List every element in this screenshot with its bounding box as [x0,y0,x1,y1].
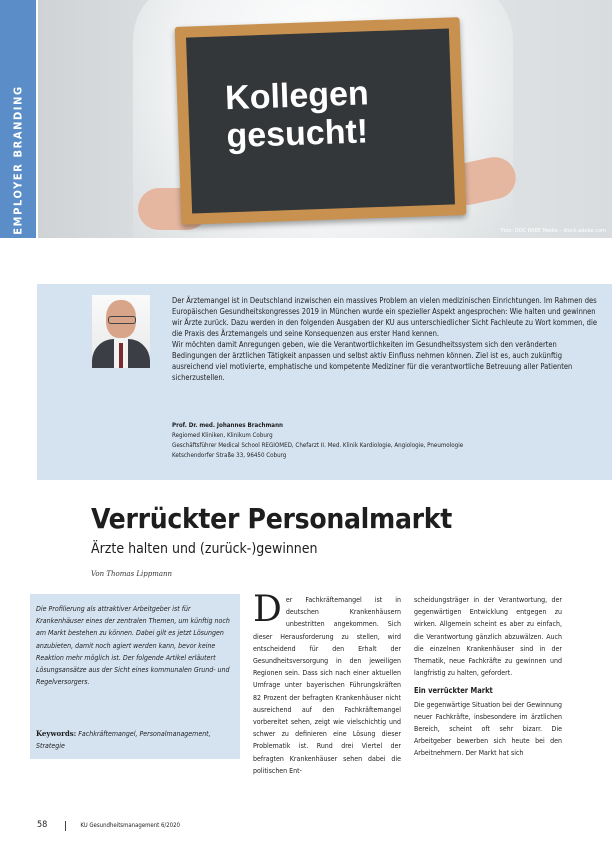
editorial-intro-box [37,284,612,480]
body-column-1 [253,589,401,777]
drop-cap: D [253,589,282,630]
body-paragraph-2: scheidungsträger in der Verantwortung, der gegenwärtigen Entwicklung entgegen zu wirken. Allgemein scheint es aber zu einfach, die Verantwortung gänzlich abzuwälzen. Auch die einzelnen Krankenhäuser sind in der Thematik, neue Fachkräfte zu gewinnen und langfristig zu halten, gefordert. [414,596,562,678]
author-address: Ketschendorfer Straße 33, 96450 Coburg [172,452,287,459]
chalkboard-line-1: Kollegen [224,74,370,118]
hero-image [38,0,612,238]
body-paragraph-3: Die gegenwärtige Situation bei der Gewinnung neuer Fachkräfte, insbesondere im ärztlichen Bereich, scheint oft sehr bizarr. Die Arbeitgeber bewerben sich heute bei den Arbeitnehmern. Der Markt hat sich [414,700,562,758]
footer-divider [65,821,66,831]
chalkboard-text [224,74,370,155]
section-heading: Ein verrückter Markt [414,686,493,696]
keywords-list: Fachkräftemangel, Personalmanagement, Strategie [36,730,211,751]
page-number: 58 [37,820,48,830]
intro-paragraph-2: Wir möchten damit Anregungen geben, wie die Verantwortlichkeiten im Gesundheitssystem sich den veränderten Bedingungen der ärztlichen Tätigkeit anpassen und selbst aktiv Einfluss nehmen können. Ziel ist es, auch zukünftig ausreichend viel motivierte, emphatische und kompetente Mediziner für die verantwortliche Betreuung aller Patienten sicherzustellen. [172,340,573,382]
page-footer [37,820,180,831]
article-headline: Verrückter Personalmarkt [91,502,452,535]
keywords-line [36,728,234,752]
author-block [172,421,602,461]
abstract-box [30,594,240,759]
section-label: EMPLOYER BRANDING [11,85,25,235]
photo-credit: Foto: DOC RABE Media – stock.adobe.com [500,228,606,234]
author-name: Prof. Dr. med. Johannes Brachmann [172,422,283,429]
author-affiliation: Regiomed Kliniken, Klinikum Coburg [172,432,273,439]
article-byline: Von Thomas Lippmann [91,570,173,578]
article-subheadline: Ärzte halten und (zurück-)gewinnen [91,541,318,557]
chalkboard-line-2: gesucht! [225,112,369,156]
journal-name: KU Gesundheitsmanagement 6/2020 [80,822,180,829]
author-position: Geschäftsführer Medical School REGIOMED, Chefarzt II. Med. Klinik Kardiologie, Angiologie, Pneumologie [172,442,464,449]
section-band [0,0,36,238]
intro-paragraph-1: Der Ärztemangel ist in Deutschland inzwischen ein massives Problem an vielen medizinischen Einrichtungen. Im Rahmen des Europäischen Gesundheitskongresses 2019 in München wurde ein spezieller Aspekt angesprochen: Wie halten und gewinnen wir Ärzte zurück. Dazu werden in den folgenden Ausgaben der KU aus unterschiedlicher Sicht Fachleute zu Wort kommen, die die Praxis des Ärztemangels und seine Konsequenzen aus erster Hand kennen. [172,296,597,338]
abstract-text: Die Profilierung als attraktiver Arbeitgeber ist für Krankenhäuser eines der zentralen Themen, um künftig noch am Markt bestehen zu können. Dabei gilt es jetzt Lösungen anzubieten, damit noch agiert werden kann, bevor keine Reaktion mehr möglich ist. Der folgende Artikel erläutert Lösungsansätze aus der Sicht eines kommunalen Grund- und Regelversorgers. [36,605,230,687]
body-column-2 [414,594,562,760]
body-paragraph-1: er Fachkräftemangel ist in deutschen Krankenhäusern unbestritten angekommen. Sich dieser Herausforderung zu stellen, wird entscheidend für den Erhalt der Gesundheitsversorgung in den jeweiligen Regionen sein. Dass sich nach einer aktuellen Umfrage unter bayerischen Führungskräften 82 Prozent der befragten Krankenhäuser nicht ausreichend auf den Fachkräftemangel vorbereitet sehen, zeigt wie vielschichtig und schwer zu definieren eine Lösung dieser Problematik ist. Rund drei Viertel der befragten Krankenhäuser sehen dabei die politischen Ent- [253,596,401,775]
author-portrait [92,295,150,368]
chalkboard [175,17,467,225]
intro-text [172,295,602,383]
keywords-label: Keywords: [36,729,77,738]
